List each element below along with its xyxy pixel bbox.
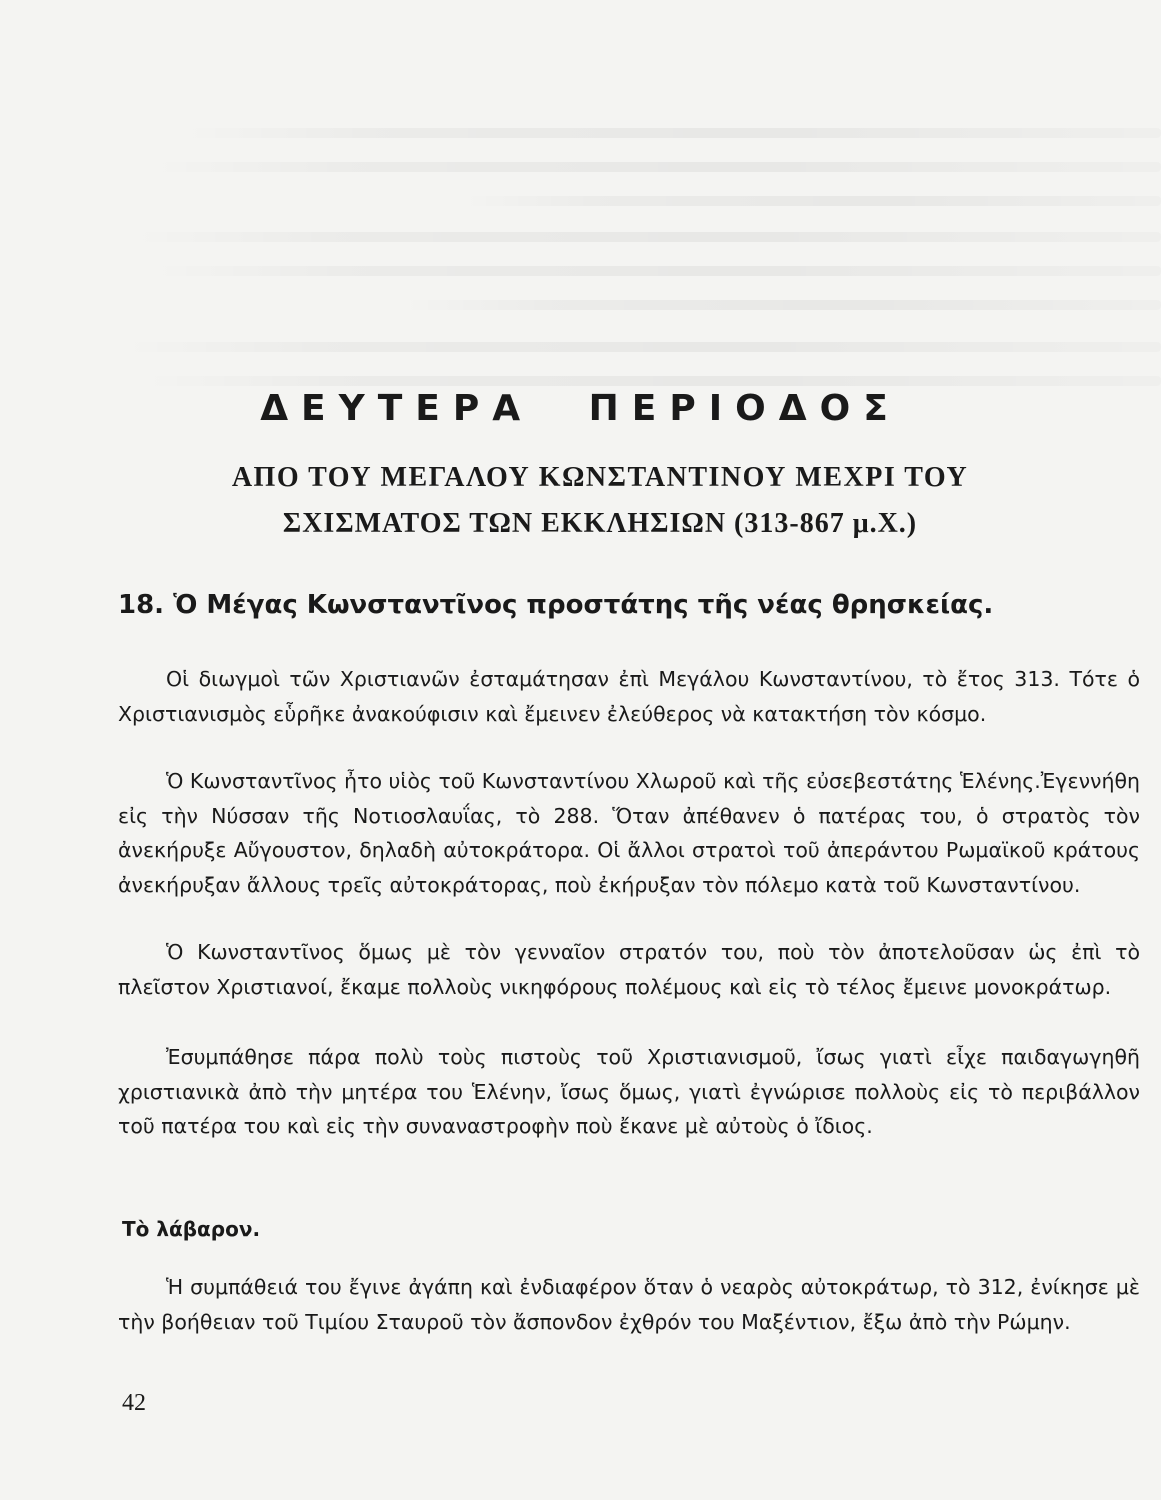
subsection-heading: Τὸ λάβαρον. [122,1217,261,1241]
subsection-paragraph: Ἡ συμπάθειά του ἔγινε ἀγάπη καὶ ἐνδιαφέρον ὅταν ὁ νεαρὸς αὐτοκράτωρ, τὸ 312, ἐνίκησε μὲ τὴν βοήθειαν τοῦ Τιμίου Σταυροῦ τὸν ἄσπονδον ἐχθρόν του Μαξέντιον, ἔξω ἀπὸ τὴν Ρώμην. [118,1275,1140,1334]
chapter-subtitle-line-2: ΣΧΙΣΜΑΤΟΣ ΤΩΝ ΕΚΚΛΗΣΙΩΝ (313-867 μ.Χ.) [282,508,918,539]
section-heading: 18. Ὁ Μέγας Κωνσταντῖνος προστάτης τῆς νέας θρησκείας. [118,590,994,620]
part-title: ΔΕΥΤΕΡΑ ΠΕΡΙΟΔΟΣ [260,388,901,429]
paragraph-3: Ὁ Κωνσταντῖνος ὅμως μὲ τὸν γενναῖον στρατόν του, ποὺ τὸν ἀποτελοῦσαν ὡς ἐπὶ τὸ πλεῖστον Χριστιανοί, ἔκαμε πολλοὺς νικηφόρους πολέμους καὶ εἰς τὸ τέλος ἔμεινε μονοκράτωρ. [118,940,1140,999]
page-number: 42 [122,1390,146,1416]
chapter-subtitle-line-1: ΑΠΟ ΤΟΥ ΜΕΓΑΛΟΥ ΚΩΝΣΤΑΝΤΙΝΟΥ ΜΕΧΡΙ ΤΟΥ [231,462,969,493]
paragraph-4: Ἐσυμπάθησε πάρα πολὺ τοὺς πιστοὺς τοῦ Χριστιανισμοῦ, ἴσως γιατὶ εἶχε παιδαγωγηθῆ χριστιανικὰ ἀπὸ τὴν μητέρα του Ἑλένην, ἴσως ὅμως, γιατὶ ἐγνώρισε πολλοὺς εἰς τὸ περιβάλλον τοῦ πατέρα του καὶ εἰς τὴν συναναστροφὴν ποὺ ἔκανε μὲ αὐτοὺς ὁ ἴδιος. [118,1045,1140,1139]
paragraph-1: Οἱ διωγμοὶ τῶν Χριστιανῶν ἐσταμάτησαν ἐπὶ Μεγάλου Κωνσταντίνου, τὸ ἔτος 313. Τότε ὁ Χριστιανισμὸς εὗρῆκε ἀνακούφισιν καὶ ἔμεινεν ἐλεύθερος νὰ κατακτήση τὸν κόσμο. [118,667,1140,726]
paragraph-2: Ὁ Κωνσταντῖνος ἦτο υἱὸς τοῦ Κωνσταντίνου Χλωροῦ καὶ τῆς εὐσεβεστάτης Ἑλένης.Ἐγεννήθη εἰς τὴν Νύσσαν τῆς Νοτιοσλαυΐας, τὸ 288. Ὅταν ἀπέθανεν ὁ πατέρας του, ὁ στρατὸς τὸν ἀνεκήρυξε Αὔγουστον, δηλαδὴ αὐτοκράτορα. Οἱ ἄλλοι στρατοὶ τοῦ ἀπεράντου Ρωμαϊκοῦ κράτους ἀνεκήρυξαν ἄλλους τρεῖς αὐτοκράτορας, ποὺ ἐκήρυξαν τὸν πόλεμο κατὰ τοῦ Κωνσταντίνου. [118,769,1140,897]
